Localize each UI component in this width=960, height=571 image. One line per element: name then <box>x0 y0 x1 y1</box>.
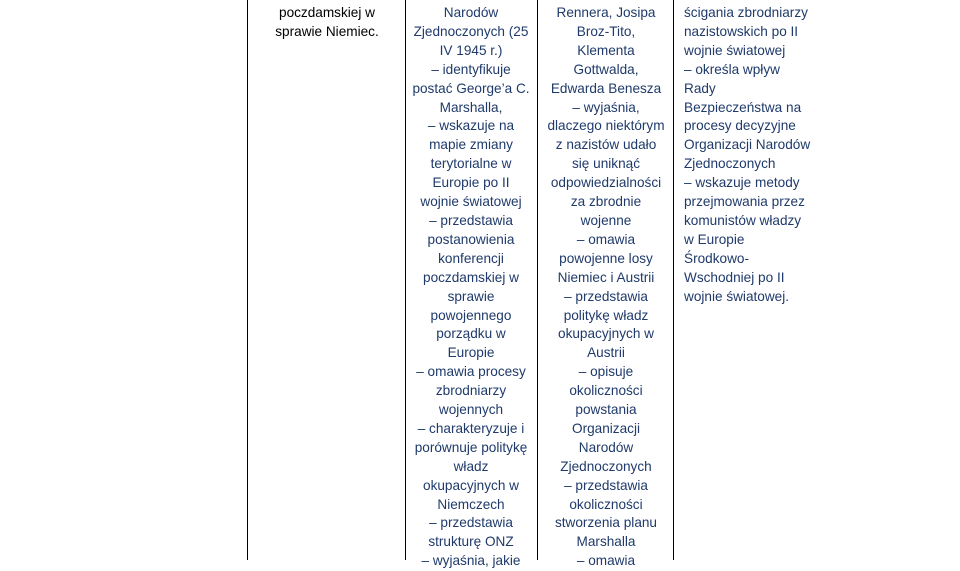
text-line: okupacyjnych w <box>423 477 519 493</box>
text-line: Środkowo- <box>684 250 749 266</box>
text-line: procesy decyzyjne <box>684 118 796 134</box>
text-line: Austrii <box>587 345 625 361</box>
text-line: sprawie Niemiec. <box>275 23 379 39</box>
text-line: postanowienia <box>427 231 515 247</box>
text-line: wojenne <box>580 212 632 228</box>
text-line: – opisuje <box>578 364 634 380</box>
text-line: sprawie <box>447 288 495 304</box>
text-line: Narodów <box>578 439 634 455</box>
text-line: dlaczego niektórym <box>547 118 665 134</box>
text-line: – określa wpływ <box>684 61 780 77</box>
text-line: Europie po II <box>432 175 510 191</box>
text-line: poczdamskiej w <box>279 5 375 20</box>
text-line: Broz-Tito, <box>576 23 636 39</box>
text-line: Organizacji <box>572 420 640 436</box>
text-line: Niemiec i Austrii <box>557 269 655 285</box>
text-line: w Europie <box>684 231 745 247</box>
text-line: komunistów władzy <box>684 212 802 228</box>
text-line: Rennera, Josipa <box>556 5 656 20</box>
text-line: Zjednoczonych (25 <box>413 23 529 39</box>
text-line: Marshalla <box>576 534 636 550</box>
text-line: – wyjaśnia, <box>572 99 640 115</box>
text-line: Rady <box>684 80 716 96</box>
text-line: okupacyjnych w <box>558 326 654 342</box>
text-line: Zjednoczonych <box>684 156 776 172</box>
text-line: Klementa <box>577 42 635 58</box>
table-cell-requirements-outstanding <box>676 4 960 307</box>
text-line: stworzenia planu <box>554 515 657 531</box>
text-line: – wskazuje na <box>427 118 515 134</box>
text-line: konferencji <box>438 250 504 266</box>
text-line: odpowiedzialności <box>550 175 662 191</box>
text-line: Niemczech <box>437 496 505 512</box>
text-line: – omawia <box>576 553 636 569</box>
text-line: powojennego <box>430 307 512 323</box>
text-line: zbrodniarzy <box>435 383 507 399</box>
text-line: – przedstawia <box>564 477 648 493</box>
text-line: wojnie światowej <box>420 194 522 210</box>
text-line: IV 1945 r.) <box>439 42 503 58</box>
text-line: – przedstawia <box>429 212 513 228</box>
column-divider <box>537 0 538 560</box>
text-line: porządku w <box>436 326 506 342</box>
text-line: Edwarda Benesza <box>550 80 662 96</box>
text-line: Narodów <box>443 5 499 20</box>
text-line: okoliczności <box>569 383 643 399</box>
text-line: wojnie światowej. <box>684 288 790 304</box>
text-line: za zbrodnie <box>570 194 642 210</box>
text-line: politykę władz <box>563 307 649 323</box>
text-line: terytorialne w <box>430 156 512 172</box>
text-line: – przedstawia <box>429 515 513 531</box>
text-line: Zjednoczonych <box>560 458 652 474</box>
text-line: wojennych <box>438 402 504 418</box>
text-line: – identyfikuje <box>431 61 511 77</box>
text-line: wojnie światowej <box>684 42 786 58</box>
text-line: Bezpieczeństwa na <box>684 99 802 115</box>
text-line: z nazistów udało <box>555 137 657 153</box>
table-cell-requirements-advanced <box>540 4 672 571</box>
text-line: – charakteryzuje i <box>417 420 525 436</box>
text-line: strukturę ONZ <box>428 534 514 550</box>
text-line: – wskazuje metody <box>684 175 800 191</box>
text-line: ścigania zbrodniarzy <box>684 5 808 20</box>
text-line: – przedstawia <box>564 288 648 304</box>
text-line: mapie zmiany <box>429 137 513 153</box>
text-line: przejmowania przez <box>684 194 805 210</box>
table-cell-requirements-basic <box>258 4 396 42</box>
text-line: – omawia procesy <box>416 364 526 380</box>
column-divider <box>405 0 406 560</box>
text-line: okoliczności <box>569 496 643 512</box>
text-line: – omawia <box>576 231 636 247</box>
table-cell-requirements-extended <box>408 4 534 571</box>
column-divider <box>247 0 248 560</box>
text-line: postać George’a C. <box>412 80 530 96</box>
column-divider <box>673 0 674 560</box>
text-line: powstania <box>575 402 637 418</box>
text-line: Europie <box>447 345 495 361</box>
text-line: poczdamskiej w <box>423 269 519 285</box>
text-line: powojenne losy <box>559 250 653 266</box>
text-line: Wschodniej po II <box>684 269 785 285</box>
text-line: Marshalla, <box>439 99 503 115</box>
text-line: – wyjaśnia, jakie <box>421 553 521 569</box>
text-line: się uniknąć <box>571 156 640 172</box>
text-line: Organizacji Narodów <box>684 137 811 153</box>
text-line: porównuje politykę <box>414 439 528 455</box>
text-line: nazistowskich po II <box>684 23 799 39</box>
text-line: Gottwalda, <box>573 61 639 77</box>
text-line: władz <box>453 458 489 474</box>
